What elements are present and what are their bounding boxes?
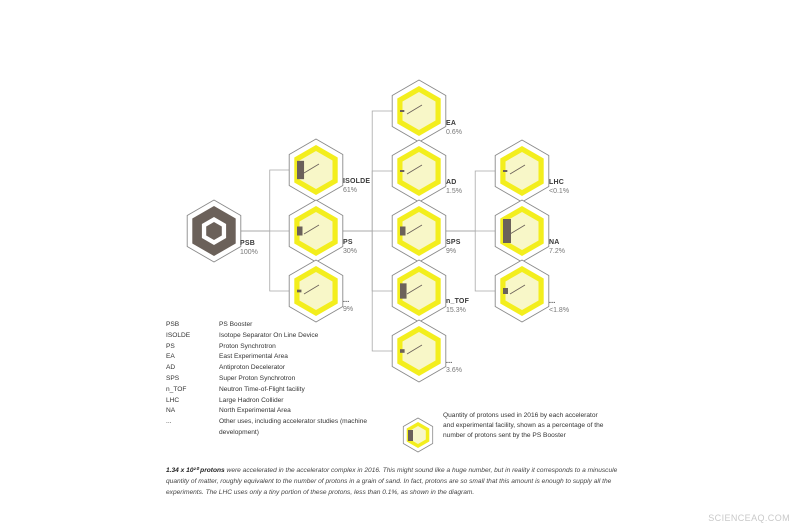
share-mark-ad	[400, 170, 404, 172]
hexagon-ps-other	[392, 320, 446, 382]
hexagon-sps-other	[495, 260, 549, 322]
label-psb-other: ... 9%	[343, 297, 354, 313]
key-description: Quantity of protons used in 2016 by each accelerator and experimental facility, shown as a percentage of the number of protons sent by the PS Booster	[443, 412, 604, 439]
share-mark-sps	[400, 227, 406, 236]
hexagon-lhc	[495, 140, 549, 202]
share-mark-ps-other	[400, 349, 405, 353]
legend-row-ea: EA East Experimental Area	[166, 353, 288, 361]
hexagon-sps	[392, 200, 446, 262]
key-hexagon-icon	[400, 415, 436, 455]
legend-row-other: ... Other uses, including accelerator studies (machine development)	[166, 418, 368, 436]
hexagon-ps	[289, 200, 343, 262]
hexagon-ea	[392, 80, 446, 142]
label-psb: PSB 100%	[240, 240, 258, 256]
label-ntof: n_TOF 15.3%	[446, 298, 470, 314]
label-lhc: LHC <0.1%	[549, 179, 570, 195]
hexagon-psb	[187, 200, 241, 262]
label-ps-other: ... 3.6%	[446, 358, 462, 374]
watermark: SCIENCEAQ.COM	[708, 513, 790, 523]
label-isolde: ISOLDE 61%	[343, 178, 371, 194]
legend-row-lhc: LHC Large Hadron Collider	[166, 396, 284, 404]
label-na: NA 7.2%	[549, 239, 565, 255]
label-ps: PS 30%	[343, 239, 358, 255]
hexagon-psb-other	[289, 260, 343, 322]
caption-body: were accelerated in the accelerator complex in 2016. This might sound like a huge number, but in reality it corresponds to a minuscule quantity of matter, roughly equivalent to the number of protons in a grain of sand. In fact, protons are so small that this amount is enough to supply all the experiments. The LHC uses only a tiny portion of these protons, less than 0.1%, as shown in the diagram.	[166, 467, 618, 497]
share-mark-isolde	[297, 161, 304, 179]
hexagon-isolde	[289, 139, 343, 201]
legend-row-sps: SPS Super Proton Synchrotron	[166, 374, 296, 382]
share-mark-psb-other	[297, 290, 301, 293]
share-mark-ea	[400, 110, 404, 112]
share-mark-ntof	[400, 283, 407, 298]
legend-row-na: NA North Experimental Area	[166, 407, 291, 415]
share-mark-ps	[297, 227, 303, 236]
label-ad: AD 1.5%	[446, 179, 462, 195]
caption-paragraph	[166, 465, 636, 499]
share-mark-na	[503, 219, 511, 243]
label-sps: SPS 9%	[446, 239, 461, 255]
legend-row-psb: PSB PS Booster	[166, 321, 253, 328]
hexagon-ad	[392, 140, 446, 202]
hexagon-ntof	[392, 260, 446, 322]
caption-highlight: 1.34 x 10²⁰ protons	[166, 467, 225, 474]
legend-row-ps: PS Proton Synchrotron	[166, 342, 276, 350]
label-sps-other: ... <1.8%	[549, 298, 570, 314]
legend-row-isolde: ISOLDE Isotope Separator On Line Device	[166, 331, 319, 339]
legend-row-ntof: n_TOF Neutron Time-of-Flight facility	[166, 385, 305, 393]
share-mark-sps-other	[503, 288, 508, 294]
hexagon-na	[495, 200, 549, 262]
label-ea: EA 0.6%	[446, 120, 462, 136]
share-mark-lhc	[503, 170, 507, 172]
legend-row-ad: AD Antiproton Decelerator	[166, 364, 285, 372]
abbreviation-legend	[166, 320, 371, 439]
connector-lines	[236, 111, 517, 351]
